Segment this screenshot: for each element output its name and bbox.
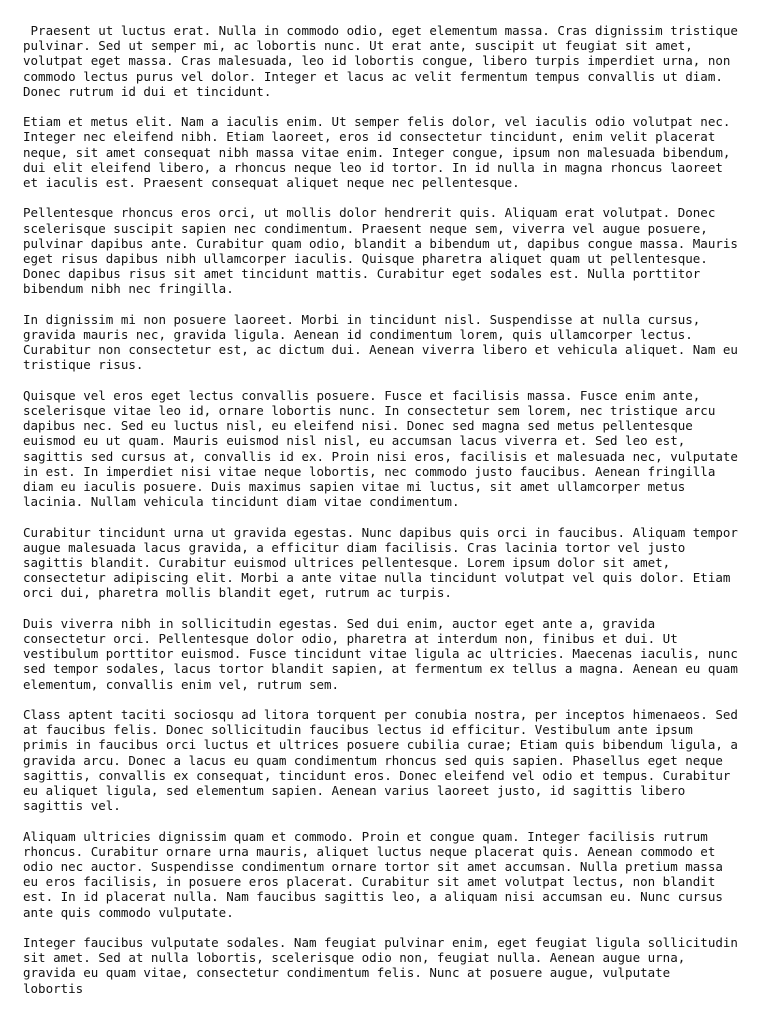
paragraph-7: Duis viverra nibh in sollicitudin egestas. Sed dui enim, auctor eget ante a, gravida consectetur orci. Pellentesque dolor odio, pharetra at interdum non, finibus et dui. Ut vestibulum porttitor euismod. Fusce tincidunt vitae ligula ac ultricies. Maecenas iaculis, nunc sed tempor sodales, lacus tortor blandit sapien, at fermentum ex tellus a magna. Aenean eu quam elementum, convallis enim vel, rutrum sem. <box>23 615 738 692</box>
paragraph-5: Quisque vel eros eget lectus convallis posuere. Fusce et facilisis massa. Fusce enim ante, scelerisque vitae leo id, ornare lobortis nunc. In consectetur sem lorem, nec tristique arcu dapibus nec. Sed eu luctus nisl, eu eleifend nisi. Donec sed magna sed metus pellentesque euismod eu ut quam. Mauris euismod nisl nisl, eu accumsan lacus viverra et. Sed leo est, sagittis sed cursus at, convallis id ex. Proin nisi eros, facilisis et malesuada nec, vulputate in est. In imperdiet nisi vitae neque lobortis, nec commodo justo faucibus. Aenean fringilla diam eu iaculis posuere. Duis maximus sapien vitae mi luctus, sit amet ullamcorper metus lacinia. Nullam vehicula tincidunt diam vitae condimentum. <box>23 387 738 510</box>
paragraph-8: Class aptent taciti sociosqu ad litora torquent per conubia nostra, per inceptos himenaeos. Sed at faucibus felis. Donec sollicitudin faucibus lectus id efficitur. Vestibulum ante ipsum primis in faucibus orci luctus et ultrices posuere cubilia curae; Etiam quis bibendum ligula, a gravida arcu. Donec a lacus eu quam condimentum rhoncus sed quis sapien. Phasellus eget neque sagittis, convallis ex consequat, tincidunt eros. Donec eleifend vel odio et tempus. Curabitur eu aliquet ligula, sed elementum sapien. Aenean varius laoreet justo, id sagittis libero sagittis vel. <box>23 707 738 814</box>
paragraph-3: Pellentesque rhoncus eros orci, ut mollis dolor hendrerit quis. Aliquam erat volutpat. Donec scelerisque suscipit sapien nec condimentum. Praesent neque sem, viverra vel augue posuere, pulvinar dapibus ante. Curabitur quam odio, blandit a bibendum ut, dapibus congue massa. Mauris eget risus dapibus nibh ullamcorper iaculis. Quisque pharetra aliquet quam ut pellentesque. Donec dapibus risus sit amet tincidunt mattis. Curabitur eget sodales est. Nulla porttitor bibendum nibh nec fringilla. <box>23 205 738 297</box>
document-body <box>23 23 748 1011</box>
paragraph-9: Aliquam ultricies dignissim quam et commodo. Proin et congue quam. Integer facilisis rutrum rhoncus. Curabitur ornare urna mauris, aliquet luctus neque placerat quis. Aenean commodo et odio nec auctor. Suspendisse condimentum ornare tortor sit amet accumsan. Nulla pretium massa eu eros facilisis, in posuere eros placerat. Curabitur sit amet volutpat lectus, non blandit est. In id placerat nulla. Nam faucibus sagittis leo, a aliquam nisi accumsan eu. Nunc cursus ante quis commodo vulputate. <box>23 828 723 920</box>
paragraph-2: Etiam et metus elit. Nam a iaculis enim. Ut semper felis dolor, vel iaculis odio volutpat nec. Integer nec eleifend nibh. Etiam laoreet, eros id consectetur tincidunt, enim velit placerat neque, sit amet consequat nibh massa vitae enim. Integer congue, ipsum non malesuada bibendum, dui elit eleifend libero, a rhoncus neque leo id tortor. In id nulla in magna rhoncus laoreet et iaculis est. Praesent consequat aliquet neque nec pellentesque. <box>23 114 731 191</box>
paragraph-10: Integer faucibus vulputate sodales. Nam feugiat pulvinar enim, eget feugiat ligula sollicitudin sit amet. Sed at nulla lobortis, scelerisque odio non, feugiat nulla. Aenean augue urna, gravida eu quam vitae, consectetur condimentum felis. Nunc at posuere augue, vulputate lobortis <box>23 935 738 996</box>
paragraph-1: Praesent ut luctus erat. Nulla in commodo odio, eget elementum massa. Cras dignissim tristique pulvinar. Sed ut semper mi, ac lobortis nunc. Ut erat ante, suscipit ut feugiat sit amet, volutpat eget massa. Cras malesuada, leo id lobortis congue, libero turpis imperdiet urna, non commodo lectus purus vel dolor. Integer et lacus ac velit fermentum tempus convallis ut diam. Donec rutrum id dui et tincidunt. <box>23 23 738 99</box>
paragraph-6: Curabitur tincidunt urna ut gravida egestas. Nunc dapibus quis orci in faucibus. Aliquam tempor augue malesuada lacus gravida, a efficitur diam facilisis. Cras lacinia tortor vel justo sagittis blandit. Curabitur euismod ultrices pellentesque. Lorem ipsum dolor sit amet, consectetur adipiscing elit. Morbi a ante vitae nulla tincidunt volutpat vel quis dolor. Etiam orci dui, pharetra mollis blandit eget, rutrum ac turpis. <box>23 524 738 601</box>
paragraph-4: In dignissim mi non posuere laoreet. Morbi in tincidunt nisl. Suspendisse at nulla cursus, gravida mauris nec, gravida ligula. Aenean id condimentum lorem, quis ullamcorper lectus. Curabitur non consectetur est, ac dictum dui. Aenean viverra libero et vehicula aliquet. Nam eu tristique risus. <box>23 311 738 373</box>
